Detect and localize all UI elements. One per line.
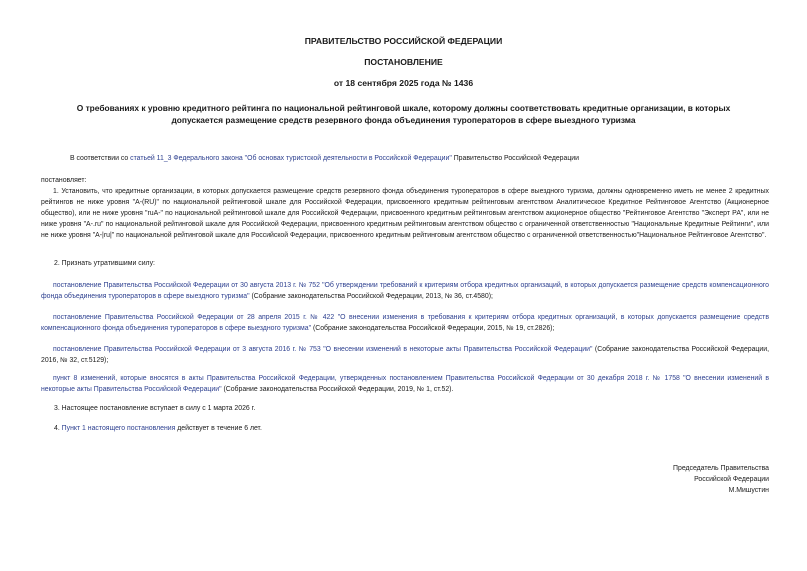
repealed-item-1 xyxy=(41,281,769,303)
repealed-item-3 xyxy=(41,345,769,367)
repealed-source-1: (Собрание законодательства Российской Федерации, 2013, № 36, ст.4580); xyxy=(249,292,493,300)
document-title: О требованиях к уровню кредитного рейтинга по национальной рейтинговой шкале, которому должны соответствовать кредитные организации, в которых допускается размещение средств резервного фонда объединения туроператоров в сфере выездного туризма xyxy=(76,103,731,125)
item-1: 1. Установить, что кредитные организации, в которых допускается размещение средств резервного фонда объединения туроператоров в сфере выездного туризма, должны одновременно иметь не менее 2 кредитных рейтингов не ниже уровня "A-(RU)" по национальной рейтинговой шкале для Российской Федерации, присвоенного кредитным рейтинговым агентством Аналитическое Кредитное Рейтинговое Агентство (Акционерное общество), или не ниже уровня "ruA-" по национальной рейтинговой шкале для Российской Федерации, присвоенного кредитным рейтинговым агентством акционерное общество "Рейтинговое Агентство "Эксперт РА", или не ниже уровня "A-.ru" по национальной рейтинговой шкале для Российской Федерации, присвоенного кредитным рейтинговым агентством общество с ограниченной ответственностью "Национальные Кредитные Рейтинги", или не ниже уровня "A-|ru|" по национальной рейтинговой шкале для Российской Федерации, присвоенного кредитным рейтинговым агентством общество с ограниченной ответственностью"Национальное Рейтинговое Агентство". xyxy=(41,188,769,239)
federal-law-link[interactable]: статьей 11_3 Федерального закона "Об основах туристской деятельности в Российской Федерации" xyxy=(130,155,452,162)
signature-position: Председатель Правительства xyxy=(673,465,769,472)
header-date-number: от 18 сентября 2025 года № 1436 xyxy=(333,78,474,88)
preamble-prefix: В соответствии со xyxy=(70,155,131,162)
repealed-link-2[interactable]: постановление Правительства Российской Федерации от 28 апреля 2015 г. № 422 "О внесении изменения в требования к критериям отбора кредитных организаций, в которых допускается размещение средств компенсационного фонда объединения туроператоров в сфере выездного туризма" xyxy=(41,314,769,332)
item-4-prefix: 4. xyxy=(54,425,62,432)
item-4-suffix: действует в течение 6 лет. xyxy=(175,425,262,432)
item-1-reference-link[interactable]: Пункт 1 настоящего постановления xyxy=(61,425,176,432)
repealed-source-2: (Собрание законодательства Российской Федерации, 2015, № 19, ст.2826); xyxy=(311,324,555,332)
signature-name: М.Мишустин xyxy=(728,486,769,494)
repealed-source-4: (Собрание законодательства Российской Федерации, 2019, № 1, ст.52). xyxy=(221,385,454,393)
item-3: 3. Настоящее постановление вступает в силу с 1 марта 2026 г. xyxy=(54,405,256,412)
resolves-label: постановляет: xyxy=(41,177,87,184)
repealed-link-4[interactable]: пункт 8 изменений, которые вносятся в акты Правительства Российской Федерации, утвержденных постановлением Правительства Российской Федерации от 30 декабря 2018 г. № 1758 "О внесении изменений в некоторые акты Правительства Российской Федерации" xyxy=(41,375,769,393)
repealed-item-2 xyxy=(41,313,769,335)
repealed-source-3: (Собрание законодательства Российской Федерации, 2016, № 32, ст.5129); xyxy=(41,346,769,364)
header-document-type: ПОСТАНОВЛЕНИЕ xyxy=(364,57,443,67)
item-2: 2. Признать утратившими силу: xyxy=(54,260,155,267)
repealed-link-1[interactable]: постановление Правительства Российской Федерации от 30 августа 2013 г. № 752 "Об утверждении требований к критериям отбора кредитных организаций, в которых допускается размещение средств компенсационного фонда объединения туроператоров в сфере выездного туризма" xyxy=(41,282,769,300)
repealed-item-4 xyxy=(41,374,769,396)
preamble xyxy=(70,154,760,165)
signature-block xyxy=(673,464,769,496)
header-organization: ПРАВИТЕЛЬСТВО РОССИЙСКОЙ ФЕДЕРАЦИИ xyxy=(304,36,503,46)
repealed-link-3[interactable]: постановление Правительства Российской Федерации от 3 августа 2016 г. № 753 "О внесении изменений в некоторые акты Правительства Российской Федерации" xyxy=(53,346,593,353)
item-4 xyxy=(54,424,262,435)
signature-organization: Российской Федерации xyxy=(694,475,769,483)
preamble-suffix: Правительство Российской Федерации xyxy=(451,155,579,162)
